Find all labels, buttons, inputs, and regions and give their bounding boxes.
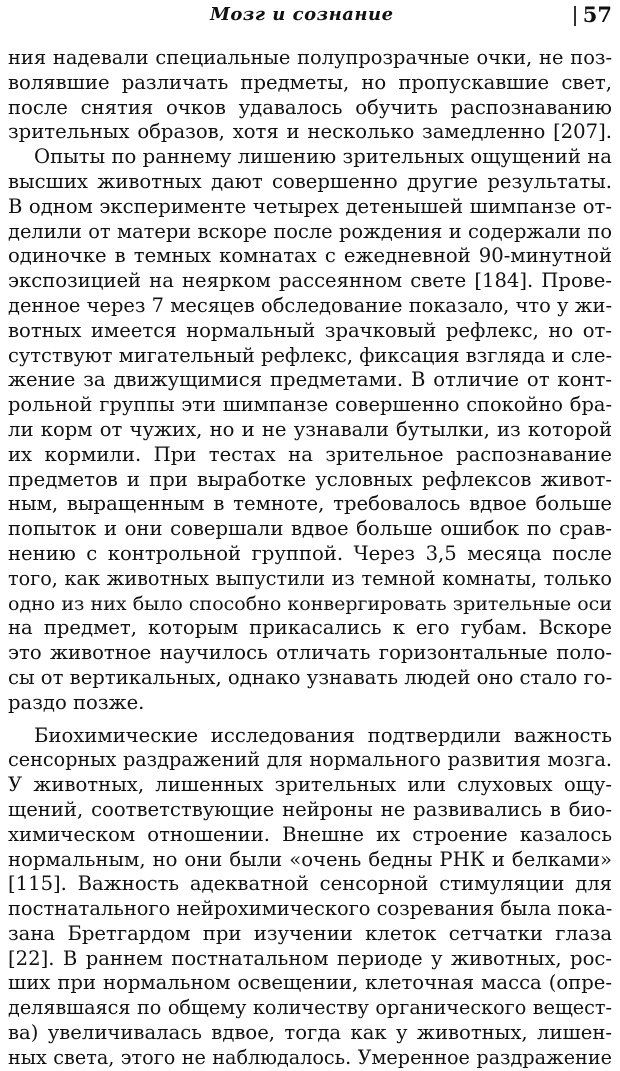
page-number: 57	[582, 2, 612, 27]
text-line: на предмет, которым прикасались к его губам. Вскоре	[8, 616, 612, 640]
text-line: вотных имеется нормальный зрачковый рефлекс, но от-	[8, 318, 612, 342]
text-line: нормальным, но они были «очень бедны РНК и белками»	[8, 847, 612, 871]
text-line: ных света, этого не наблюдалось. Умеренное раздражение	[8, 1045, 612, 1069]
text-line: высших животных дают совершенно другие результаты.	[8, 169, 612, 193]
text-line: денное через 7 месяцев обследование показало, что у жи-	[8, 293, 612, 317]
text-line: щений, соответствующие нейроны не развивались в био-	[8, 797, 612, 821]
running-head	[0, 2, 620, 28]
text-line: делявшаяся по общему количеству органического вещест-	[8, 996, 612, 1020]
text-line: сенсорных раздражений для нормального развития мозга.	[8, 748, 612, 772]
text-line: ва) увеличивалась вдвое, тогда как у животных, лишен-	[8, 1021, 612, 1045]
text-line: ным, выращенным в темноте, требовалось вдвое больше	[8, 492, 612, 516]
body-text	[8, 46, 612, 1071]
text-line: зрительных образов, хотя и несколько замедленно [207].	[8, 120, 612, 144]
text-line: нению с контрольной группой. Через 3,5 месяца после	[8, 541, 612, 565]
text-line: ния надевали специальные полупрозрачные очки, не поз-	[8, 46, 612, 69]
text-line: того, как животных выпустили из темной комнаты, только	[8, 566, 612, 590]
paragraph	[8, 46, 612, 145]
text-line: их кормили. При тестах на зрительное распознавание	[8, 442, 612, 466]
text-line: Опыты по раннему лишению зрительных ощущений на	[34, 145, 612, 169]
text-line: ли корм от чужих, но и не узнавали бутылки, из которой	[8, 417, 612, 441]
text-line: раздо позже.	[8, 690, 145, 714]
text-line: [115]. Важность адекватной сенсорной стимуляции для	[8, 872, 612, 896]
text-line: предметов и при выработке условных рефлексов живот-	[8, 467, 612, 491]
text-line: химическом отношении. Внешне их строение казалось	[8, 822, 612, 846]
text-line: В одном эксперименте четырех детенышей шимпанзе от-	[8, 194, 612, 218]
text-line: волявшие различать предметы, но пропускавшие свет,	[8, 70, 612, 94]
text-line: рольной группы эти шимпанзе совершенно спокойно бра-	[8, 393, 612, 417]
text-line: это животное научилось отличать горизонтальные поло-	[8, 641, 612, 665]
text-line: сы от вертикальных, однако узнавать людей оно стало го-	[8, 665, 613, 689]
text-line: [22]. В раннем постнатальном периоде у животных, рос-	[8, 946, 612, 970]
text-line: после снятия очков удавалось обучить распознаванию	[8, 95, 612, 119]
text-line: одно из них было способно конвергировать зрительные оси	[8, 592, 612, 615]
text-line: Биохимические исследования подтвердили важность	[34, 723, 612, 747]
running-title: Мозг и сознание	[210, 4, 394, 25]
text-line: зана Бретгардом при изучении клеток сетчатки глаза	[8, 921, 612, 945]
text-line: ших при нормальном освещении, клеточная масса (опре-	[8, 971, 612, 995]
text-line: попыток и они совершали вдвое больше ошибок по срав-	[8, 517, 612, 541]
paragraph-gap	[8, 716, 612, 724]
text-line: сутствуют мигательный рефлекс, фиксация взгляда и сле-	[8, 343, 612, 367]
paragraph	[8, 145, 612, 715]
text-line: делили от матери вскоре после рождения и содержали по	[8, 219, 612, 243]
text-line: У животных, лишенных зрительных или слуховых ощу-	[8, 773, 612, 797]
text-line: постнатального нейрохимического созревания была пока-	[8, 897, 613, 921]
text-line: жение за движущимися предметами. В отличие от конт-	[8, 368, 612, 392]
paragraph	[8, 724, 612, 1071]
text-line: одиночке в темных комнатах с ежедневной 90-минутной	[8, 244, 612, 268]
text-line: экспозицией на неярком рассеянном свете [184]. Прове-	[8, 269, 612, 293]
